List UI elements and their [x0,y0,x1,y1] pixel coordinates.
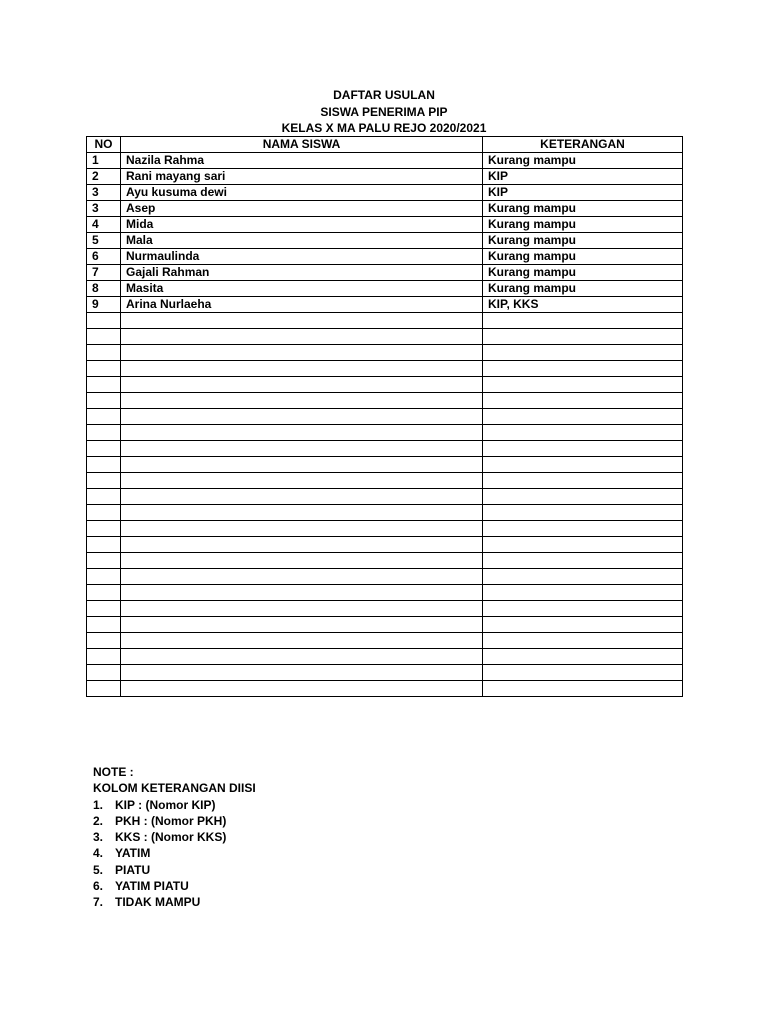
cell-keterangan: Kurang mampu [483,233,683,249]
cell-no: 3 [87,185,121,201]
cell-name [121,361,483,377]
cell-no [87,473,121,489]
cell-name [121,489,483,505]
cell-keterangan [483,441,683,457]
cell-keterangan: KIP [483,169,683,185]
cell-keterangan [483,345,683,361]
note-item [93,829,256,845]
note-item [93,862,256,878]
note-item [93,878,256,894]
cell-no: 7 [87,265,121,281]
cell-keterangan: KIP [483,185,683,201]
table-row [87,233,683,249]
student-table [86,136,683,697]
cell-keterangan [483,361,683,377]
cell-keterangan [483,649,683,665]
header-keterangan: KETERANGAN [483,137,683,153]
cell-no: 9 [87,297,121,313]
table-row [87,249,683,265]
table-row [87,329,683,345]
note-heading: NOTE : [93,765,134,779]
cell-name [121,473,483,489]
cell-name [121,681,483,697]
cell-no [87,425,121,441]
note-list [93,797,256,911]
cell-name [121,665,483,681]
cell-name [121,649,483,665]
cell-no: 4 [87,217,121,233]
cell-name [121,633,483,649]
cell-keterangan [483,409,683,425]
table-row [87,489,683,505]
table-row [87,169,683,185]
note-item-number: 1. [93,797,104,812]
table-row [87,585,683,601]
cell-name [121,505,483,521]
cell-no [87,617,121,633]
note-item-number: 4. [93,846,104,861]
table-row [87,185,683,201]
cell-name [121,441,483,457]
note-item-text: KKS : (Nomor KKS) [115,830,227,845]
cell-no [87,633,121,649]
table-row [87,521,683,537]
table-row [87,441,683,457]
title-line-2: SISWA PENERIMA PIP [320,104,448,119]
cell-keterangan [483,585,683,601]
cell-name: Arina Nurlaeha [121,297,483,313]
table-row [87,473,683,489]
cell-no [87,601,121,617]
title-line-3: KELAS X MA PALU REJO 2020/2021 [281,121,487,135]
cell-keterangan [483,537,683,553]
cell-no [87,521,121,537]
note-item-number: 6. [93,879,104,894]
header-name: NAMA SISWA [121,137,483,153]
cell-name: Mala [121,233,483,249]
cell-no [87,313,121,329]
table-row [87,409,683,425]
cell-keterangan [483,377,683,393]
cell-keterangan [483,681,683,697]
table-row [87,313,683,329]
cell-keterangan: Kurang mampu [483,201,683,217]
note-item-text: PKH : (Nomor PKH) [115,813,227,828]
note-item-text: KIP : (Nomor KIP) [115,797,216,812]
table-row [87,345,683,361]
cell-name [121,521,483,537]
cell-no [87,393,121,409]
table-row [87,457,683,473]
cell-keterangan [483,569,683,585]
table-row [87,649,683,665]
document-title [0,87,768,137]
cell-no [87,585,121,601]
cell-no [87,649,121,665]
cell-name: Ayu kusuma dewi [121,185,483,201]
cell-name [121,585,483,601]
cell-name [121,425,483,441]
note-item-text: YATIM PIATU [115,879,189,894]
cell-keterangan: Kurang mampu [483,153,683,169]
note-item [93,845,256,861]
note-item-text: YATIM [115,846,151,861]
cell-keterangan [483,553,683,569]
table-body [87,153,683,697]
cell-no [87,441,121,457]
table-header-row [87,137,683,153]
cell-no: 6 [87,249,121,265]
cell-name [121,345,483,361]
cell-no [87,361,121,377]
cell-name [121,329,483,345]
table-row [87,201,683,217]
table-row [87,217,683,233]
cell-keterangan [483,665,683,681]
cell-name: Gajali Rahman [121,265,483,281]
cell-no [87,345,121,361]
note-item-number: 7. [93,895,104,910]
title-line-1: DAFTAR USULAN [333,88,435,102]
cell-no: 5 [87,233,121,249]
cell-name [121,409,483,425]
table-row [87,569,683,585]
cell-no: 1 [87,153,121,169]
cell-keterangan [483,633,683,649]
cell-keterangan: Kurang mampu [483,249,683,265]
table-row [87,601,683,617]
cell-name [121,553,483,569]
table-row [87,265,683,281]
cell-name: Asep [121,201,483,217]
note-item-number: 2. [93,813,104,828]
table-row [87,537,683,553]
cell-keterangan [483,393,683,409]
table-row [87,681,683,697]
cell-keterangan [483,313,683,329]
note-subheading: KOLOM KETERANGAN DIISI [93,781,256,796]
note-item-text: PIATU [115,862,151,877]
cell-no [87,489,121,505]
table-row [87,297,683,313]
cell-name [121,377,483,393]
cell-keterangan [483,473,683,489]
table-row [87,505,683,521]
cell-no [87,553,121,569]
cell-no: 8 [87,281,121,297]
cell-keterangan [483,601,683,617]
cell-no: 2 [87,169,121,185]
table-row [87,393,683,409]
cell-name: Nazila Rahma [121,153,483,169]
note-section [93,764,256,911]
cell-keterangan: KIP, KKS [483,297,683,313]
cell-no [87,537,121,553]
cell-name [121,617,483,633]
cell-no [87,681,121,697]
table-row [87,281,683,297]
table-row [87,617,683,633]
table-row [87,153,683,169]
cell-name [121,569,483,585]
table-row [87,665,683,681]
note-item [93,797,256,813]
cell-keterangan: Kurang mampu [483,265,683,281]
table-row [87,361,683,377]
cell-no [87,409,121,425]
cell-keterangan [483,617,683,633]
cell-keterangan: Kurang mampu [483,217,683,233]
cell-keterangan [483,505,683,521]
cell-keterangan [483,329,683,345]
note-item [93,813,256,829]
cell-name: Nurmaulinda [121,249,483,265]
table-row [87,425,683,441]
cell-name: Masita [121,281,483,297]
cell-keterangan [483,521,683,537]
cell-name [121,393,483,409]
cell-name [121,313,483,329]
cell-name [121,537,483,553]
cell-no [87,505,121,521]
cell-keterangan [483,489,683,505]
note-item [93,894,256,910]
header-no: NO [87,137,121,153]
cell-keterangan: Kurang mampu [483,281,683,297]
cell-no [87,377,121,393]
table-row [87,633,683,649]
table-row [87,553,683,569]
note-item-text: TIDAK MAMPU [115,895,201,910]
cell-no [87,569,121,585]
cell-keterangan [483,457,683,473]
cell-no: 3 [87,201,121,217]
cell-keterangan [483,425,683,441]
cell-name: Rani mayang sari [121,169,483,185]
note-item-number: 5. [93,862,104,877]
cell-no [87,329,121,345]
table-row [87,377,683,393]
cell-name [121,601,483,617]
cell-name [121,457,483,473]
note-item-number: 3. [93,830,104,845]
cell-no [87,665,121,681]
cell-name: Mida [121,217,483,233]
cell-no [87,457,121,473]
